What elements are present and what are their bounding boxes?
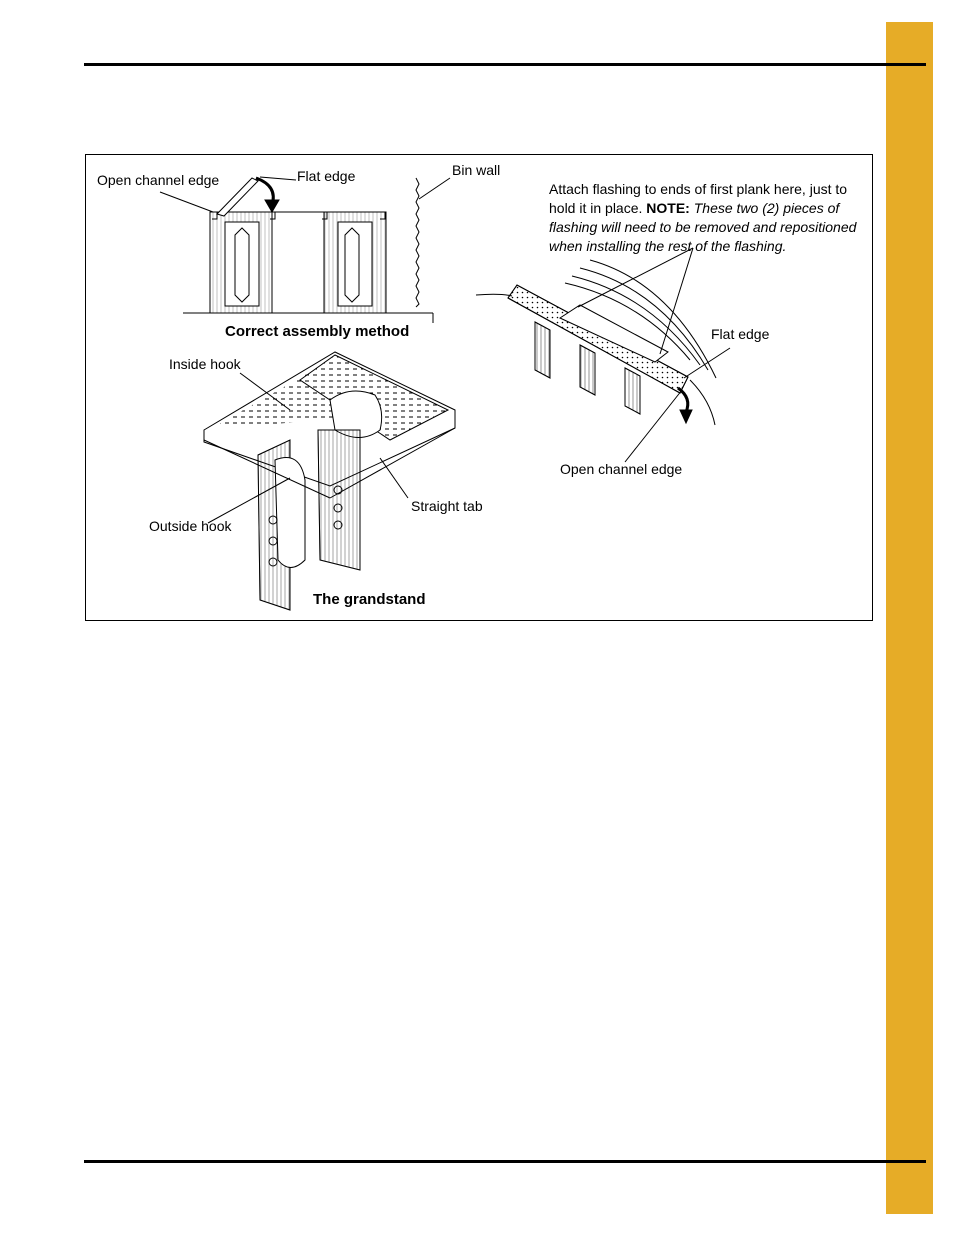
label-straight-tab: Straight tab <box>411 498 483 514</box>
label-flat-edge-right: Flat edge <box>711 326 770 342</box>
note-text: Attach flashing to ends of first plank here, just to hold it in place. <box>549 181 848 216</box>
flashing-drawing <box>476 248 730 462</box>
label-open-channel-edge-left: Open channel edge <box>97 172 220 188</box>
label-open-channel-edge-right: Open channel edge <box>560 461 683 477</box>
correct-assembly-drawing <box>160 177 450 323</box>
caption-grandstand: The grandstand <box>313 591 426 608</box>
label-inside-hook: Inside hook <box>169 356 241 372</box>
note-bold: NOTE: <box>646 200 690 216</box>
label-bin-wall: Bin wall <box>452 162 501 178</box>
caption-correct-assembly: Correct assembly method <box>225 323 410 340</box>
label-flat-edge-left: Flat edge <box>297 168 356 184</box>
flashing-note <box>549 180 869 256</box>
grandstand-drawing <box>204 352 455 610</box>
note-italic: These two (2) pieces of flashing will need to be removed and repositioned when installing the rest of the flashing. <box>549 200 857 254</box>
label-outside-hook: Outside hook <box>149 518 232 534</box>
